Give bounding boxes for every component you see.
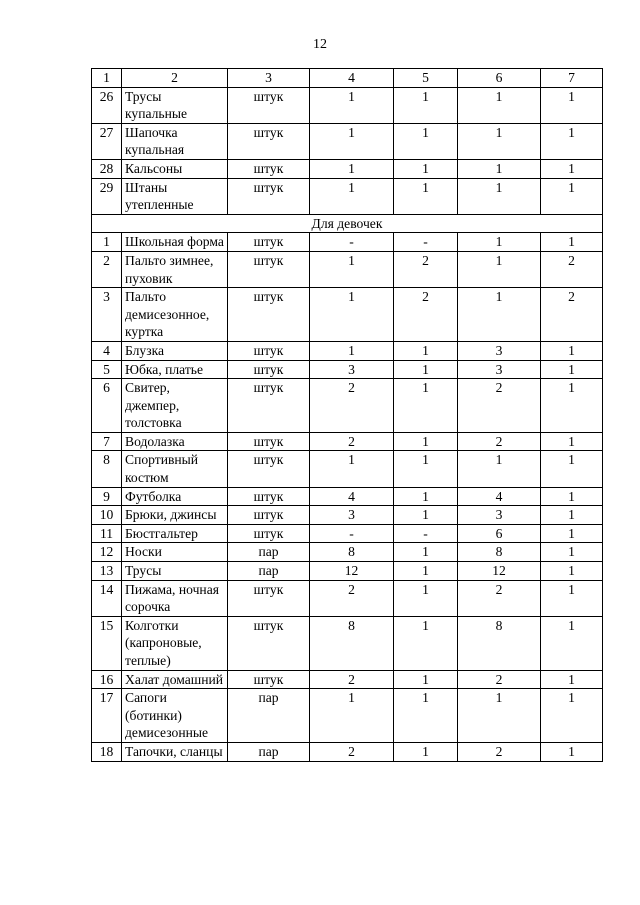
unit-cell: штук	[228, 159, 310, 178]
table-row	[92, 87, 603, 123]
unit-cell: штук	[228, 288, 310, 342]
norm-cell: 1	[310, 251, 394, 287]
table-row	[92, 742, 603, 761]
norm-cell: 2	[458, 580, 541, 616]
term-cell: 1	[394, 689, 458, 743]
term-cell: 1	[541, 580, 603, 616]
term-cell: 1	[394, 159, 458, 178]
unit-cell: пар	[228, 543, 310, 562]
unit-cell: штук	[228, 123, 310, 159]
table-row	[92, 123, 603, 159]
norm-cell: 2	[310, 742, 394, 761]
item-name-cell: Брюки, джинсы	[122, 506, 228, 525]
item-name-cell: Колготки (капроновые, теплые)	[122, 616, 228, 670]
norm-cell: 1	[310, 87, 394, 123]
norm-cell: 1	[458, 451, 541, 487]
term-cell: 1	[541, 689, 603, 743]
norm-cell: 1	[458, 123, 541, 159]
norm-cell: 2	[310, 432, 394, 451]
term-cell: 2	[541, 288, 603, 342]
table-row	[92, 543, 603, 562]
item-name-cell: Халат домашний	[122, 670, 228, 689]
norm-cell: 1	[458, 233, 541, 252]
item-name-cell: Трусы купальные	[122, 87, 228, 123]
norm-cell: -	[310, 233, 394, 252]
unit-cell: штук	[228, 524, 310, 543]
column-number-cell: 4	[310, 69, 394, 88]
term-cell: 1	[541, 670, 603, 689]
row-number-cell: 2	[92, 251, 122, 287]
norm-cell: 1	[458, 178, 541, 214]
unit-cell: штук	[228, 341, 310, 360]
row-number-cell: 26	[92, 87, 122, 123]
norm-cell: 6	[458, 524, 541, 543]
unit-cell: штук	[228, 506, 310, 525]
row-number-cell: 9	[92, 487, 122, 506]
column-number-cell: 2	[122, 69, 228, 88]
item-name-cell: Блузка	[122, 341, 228, 360]
unit-cell: пар	[228, 562, 310, 581]
row-number-cell: 13	[92, 562, 122, 581]
term-cell: 1	[541, 123, 603, 159]
term-cell: 1	[394, 360, 458, 379]
table-row	[92, 562, 603, 581]
term-cell: 1	[394, 580, 458, 616]
norm-cell: 2	[458, 432, 541, 451]
term-cell: 1	[541, 524, 603, 543]
table-row	[92, 178, 603, 214]
term-cell: 1	[541, 506, 603, 525]
norm-cell: 4	[458, 487, 541, 506]
item-name-cell: Спортивный костюм	[122, 451, 228, 487]
row-number-cell: 11	[92, 524, 122, 543]
norm-cell: 1	[458, 251, 541, 287]
norm-cell: 1	[458, 87, 541, 123]
table-row	[92, 524, 603, 543]
norm-cell: 2	[310, 379, 394, 433]
term-cell: 1	[394, 123, 458, 159]
row-number-cell: 17	[92, 689, 122, 743]
term-cell: 2	[394, 288, 458, 342]
row-number-cell: 5	[92, 360, 122, 379]
item-name-cell: Бюстгальтер	[122, 524, 228, 543]
term-cell: 1	[541, 562, 603, 581]
norms-table	[91, 68, 603, 762]
item-name-cell: Штаны утепленные	[122, 178, 228, 214]
norm-cell: 1	[310, 123, 394, 159]
item-name-cell: Шапочка купальная	[122, 123, 228, 159]
item-name-cell: Носки	[122, 543, 228, 562]
row-number-cell: 27	[92, 123, 122, 159]
table-row	[92, 360, 603, 379]
norm-cell: 3	[310, 506, 394, 525]
term-cell: 1	[541, 616, 603, 670]
norm-cell: 4	[310, 487, 394, 506]
item-name-cell: Кальсоны	[122, 159, 228, 178]
term-cell: 1	[541, 178, 603, 214]
section-row	[92, 214, 603, 233]
term-cell: 1	[394, 506, 458, 525]
unit-cell: штук	[228, 360, 310, 379]
row-number-cell: 8	[92, 451, 122, 487]
item-name-cell: Юбка, платье	[122, 360, 228, 379]
column-number-row	[92, 69, 603, 88]
norm-cell: 1	[458, 159, 541, 178]
term-cell: 1	[394, 341, 458, 360]
norm-cell: 2	[310, 670, 394, 689]
term-cell: 2	[394, 251, 458, 287]
table-row	[92, 251, 603, 287]
unit-cell: пар	[228, 742, 310, 761]
term-cell: 1	[541, 360, 603, 379]
term-cell: 1	[394, 562, 458, 581]
unit-cell: штук	[228, 251, 310, 287]
table-row	[92, 670, 603, 689]
item-name-cell: Сапоги (ботинки) демисезонные	[122, 689, 228, 743]
item-name-cell: Школьная форма	[122, 233, 228, 252]
term-cell: 1	[541, 432, 603, 451]
column-number-cell: 1	[92, 69, 122, 88]
term-cell: 1	[541, 87, 603, 123]
table-row	[92, 487, 603, 506]
table-row	[92, 451, 603, 487]
table-row	[92, 432, 603, 451]
norm-cell: -	[310, 524, 394, 543]
term-cell: 1	[541, 379, 603, 433]
item-name-cell: Пальто зимнее, пуховик	[122, 251, 228, 287]
norm-cell: 2	[458, 670, 541, 689]
term-cell: 1	[394, 379, 458, 433]
term-cell: 1	[541, 341, 603, 360]
table-row	[92, 580, 603, 616]
unit-cell: штук	[228, 616, 310, 670]
column-number-cell: 5	[394, 69, 458, 88]
table-row	[92, 616, 603, 670]
norm-cell: 12	[310, 562, 394, 581]
term-cell: 1	[394, 616, 458, 670]
item-name-cell: Пальто демисезонное, куртка	[122, 288, 228, 342]
row-number-cell: 18	[92, 742, 122, 761]
row-number-cell: 12	[92, 543, 122, 562]
item-name-cell: Пижама, ночная сорочка	[122, 580, 228, 616]
norm-cell: 8	[310, 616, 394, 670]
unit-cell: штук	[228, 87, 310, 123]
norm-cell: 3	[458, 506, 541, 525]
norm-cell: 1	[310, 178, 394, 214]
unit-cell: штук	[228, 670, 310, 689]
term-cell: -	[394, 524, 458, 543]
term-cell: 1	[394, 432, 458, 451]
item-name-cell: Тапочки, сланцы	[122, 742, 228, 761]
norm-cell: 1	[310, 341, 394, 360]
norm-cell: 3	[458, 360, 541, 379]
section-title: Для девочек	[92, 214, 603, 233]
unit-cell: штук	[228, 580, 310, 616]
unit-cell: штук	[228, 432, 310, 451]
term-cell: 1	[541, 543, 603, 562]
item-name-cell: Трусы	[122, 562, 228, 581]
norm-cell: 12	[458, 562, 541, 581]
norm-cell: 1	[458, 689, 541, 743]
item-name-cell: Футболка	[122, 487, 228, 506]
table-row	[92, 233, 603, 252]
column-number-cell: 6	[458, 69, 541, 88]
unit-cell: штук	[228, 178, 310, 214]
term-cell: 1	[541, 233, 603, 252]
column-number-cell: 3	[228, 69, 310, 88]
norm-cell: 1	[310, 689, 394, 743]
table-row	[92, 689, 603, 743]
row-number-cell: 28	[92, 159, 122, 178]
unit-cell: штук	[228, 233, 310, 252]
term-cell: 1	[394, 742, 458, 761]
row-number-cell: 16	[92, 670, 122, 689]
term-cell: 1	[394, 87, 458, 123]
norm-cell: 2	[458, 379, 541, 433]
norm-cell: 1	[310, 451, 394, 487]
term-cell: 1	[394, 487, 458, 506]
unit-cell: штук	[228, 379, 310, 433]
term-cell: 1	[394, 670, 458, 689]
term-cell: 1	[394, 451, 458, 487]
norm-cell: 1	[310, 288, 394, 342]
row-number-cell: 7	[92, 432, 122, 451]
table-row	[92, 159, 603, 178]
table-row	[92, 506, 603, 525]
column-number-cell: 7	[541, 69, 603, 88]
term-cell: 1	[394, 178, 458, 214]
table-row	[92, 379, 603, 433]
norm-cell: 8	[458, 616, 541, 670]
item-name-cell: Свитер, джемпер, толстовка	[122, 379, 228, 433]
row-number-cell: 6	[92, 379, 122, 433]
term-cell: 1	[394, 543, 458, 562]
norm-cell: 8	[458, 543, 541, 562]
norm-cell: 3	[458, 341, 541, 360]
table-row	[92, 288, 603, 342]
page-number: 12	[313, 37, 327, 52]
row-number-cell: 1	[92, 233, 122, 252]
unit-cell: пар	[228, 689, 310, 743]
norm-cell: 1	[458, 288, 541, 342]
row-number-cell: 4	[92, 341, 122, 360]
term-cell: -	[394, 233, 458, 252]
row-number-cell: 15	[92, 616, 122, 670]
term-cell: 2	[541, 251, 603, 287]
term-cell: 1	[541, 742, 603, 761]
row-number-cell: 29	[92, 178, 122, 214]
norm-cell: 2	[458, 742, 541, 761]
item-name-cell: Водолазка	[122, 432, 228, 451]
term-cell: 1	[541, 487, 603, 506]
norm-cell: 1	[310, 159, 394, 178]
row-number-cell: 3	[92, 288, 122, 342]
unit-cell: штук	[228, 451, 310, 487]
term-cell: 1	[541, 451, 603, 487]
table-row	[92, 341, 603, 360]
norm-cell: 8	[310, 543, 394, 562]
term-cell: 1	[541, 159, 603, 178]
row-number-cell: 10	[92, 506, 122, 525]
norm-cell: 2	[310, 580, 394, 616]
unit-cell: штук	[228, 487, 310, 506]
row-number-cell: 14	[92, 580, 122, 616]
norm-cell: 3	[310, 360, 394, 379]
